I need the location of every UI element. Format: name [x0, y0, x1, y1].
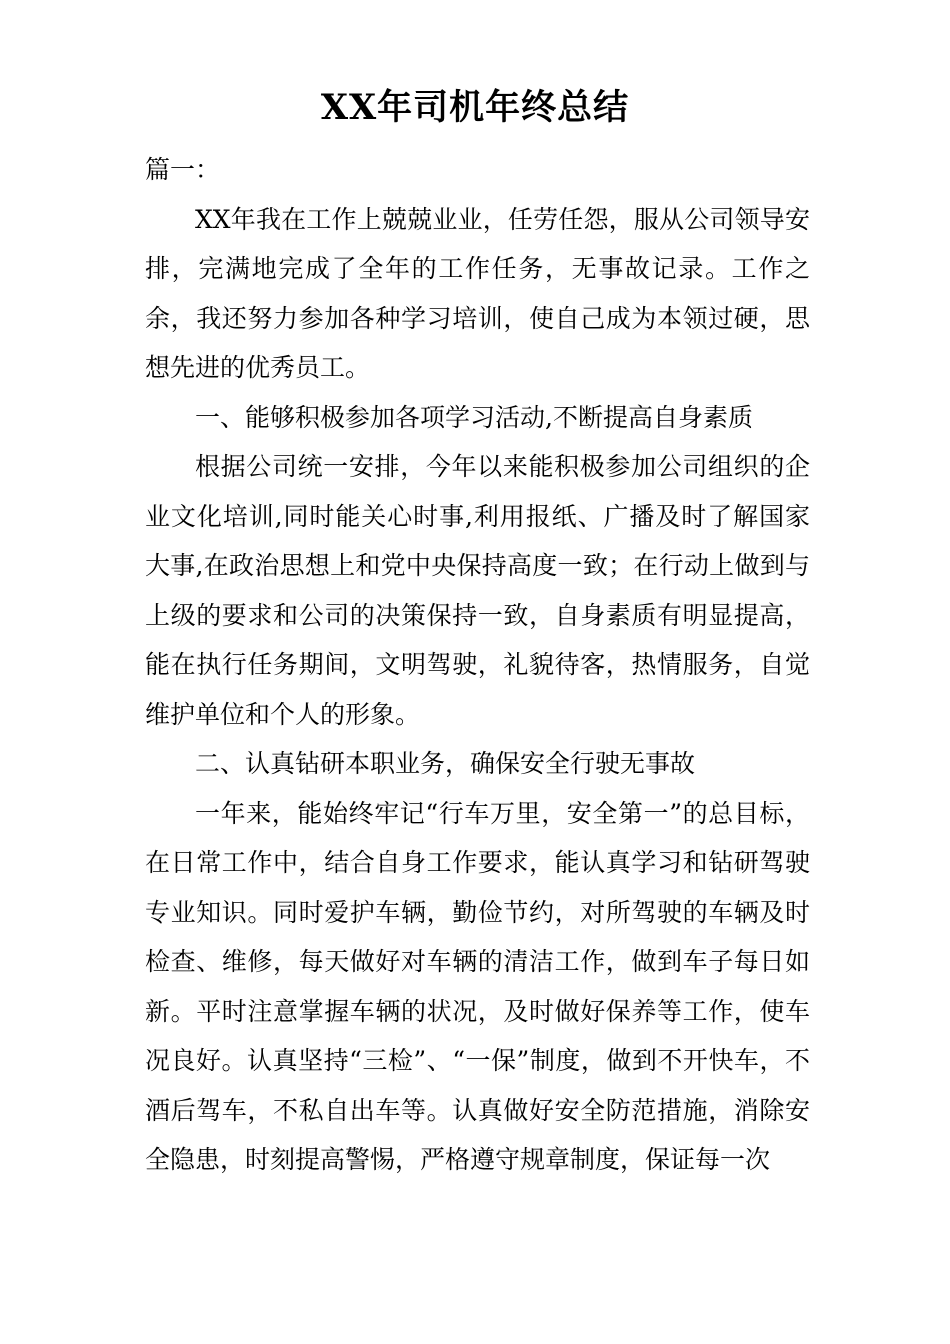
- paragraph-section-one: 根据公司统一安排，今年以来能积极参加公司组织的企业文化培训,同时能关心时事,利用报纸、广播及时了解国家大事,在政治思想上和党中央保持高度一致；在行动上做到与上级的要求和公司的决策保持一致，自身素质有明显提高，能在执行任务期间，文明驾驶，礼貌待客，热情服务，自觉维护单位和个人的形象。: [145, 452, 810, 729]
- document-title: XX年司机年终总结: [320, 87, 630, 128]
- heading-section-one: 一、能够积极参加各项学习活动,不断提高自身素质: [195, 402, 753, 432]
- heading-section-two: 二、认真钻研本职业务，确保安全行驶无事故: [195, 749, 696, 778]
- paragraph-section-two: 一年来，能始终牢记“行车万里，安全第一”的总目标，在日常工作中，结合自身工作要求，能认真学习和钻研驾驶专业知识。同时爱护车辆，勤俭节约，对所驾驶的车辆及时检查、维修，每天做好对车辆的清洁工作，做到车子每日如新。平时注意掌握车辆的状况，及时做好保养等工作，使车况良好。认真坚持“三检”、“一保”制度，做到不开快车，不酒后驾车，不私自出车等。认真做好安全防范措施，消除安全隐患，时刻提高警惕，严格遵守规章制度，保证每一次: [145, 798, 810, 1174]
- paragraph-intro: XX年我在工作上兢兢业业，任劳任怨，服从公司领导安排，完满地完成了全年的工作任务，无事故记录。工作之余，我还努力参加各种学习培训，使自己成为本领过硬，思想先进的优秀员工。: [145, 204, 810, 382]
- section-label: 篇一：: [145, 155, 221, 184]
- document-body: [145, 145, 810, 1185]
